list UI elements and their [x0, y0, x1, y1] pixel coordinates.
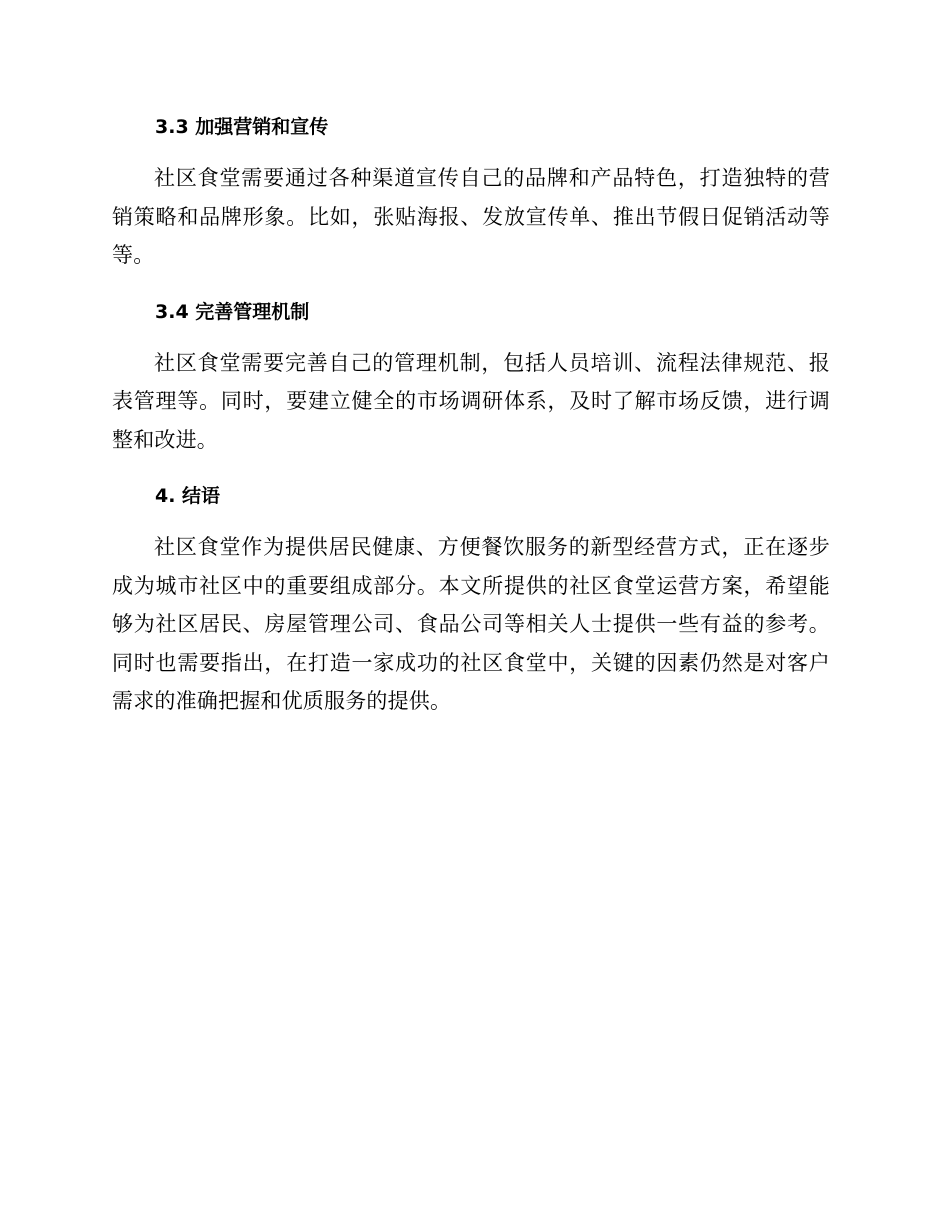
section-conclusion: [112, 477, 830, 721]
document-body: [112, 108, 830, 739]
section-paragraph: 社区食堂需要完善自己的管理机制，包括人员培训、流程法律规范、报表管理等。同时，要建立健全的市场调研体系，及时了解市场反馈，进行调整和改进。: [112, 350, 830, 452]
section-heading: 3.4 完善管理机制: [155, 300, 310, 323]
section-marketing: [112, 108, 830, 275]
section-paragraph: 社区食堂需要通过各种渠道宣传自己的品牌和产品特色，打造独特的营销策略和品牌形象。比如，张贴海报、发放宣传单、推出节假日促销活动等等。: [112, 166, 830, 267]
section-management: [112, 293, 830, 460]
section-heading: 3.3 加强营销和宣传: [155, 116, 329, 138]
section-heading: 4. 结语: [155, 485, 221, 507]
section-paragraph: 社区食堂作为提供居民健康、方便餐饮服务的新型经营方式，正在逐步成为城市社区中的重要组成部分。本文所提供的社区食堂运营方案，希望能够为社区居民、房屋管理公司、食品公司等相关人士提供一些有益的参考。同时也需要指出，在打造一家成功的社区食堂中，关键的因素仍然是对客户需求的准确把握和优质服务的提供。: [112, 535, 830, 713]
